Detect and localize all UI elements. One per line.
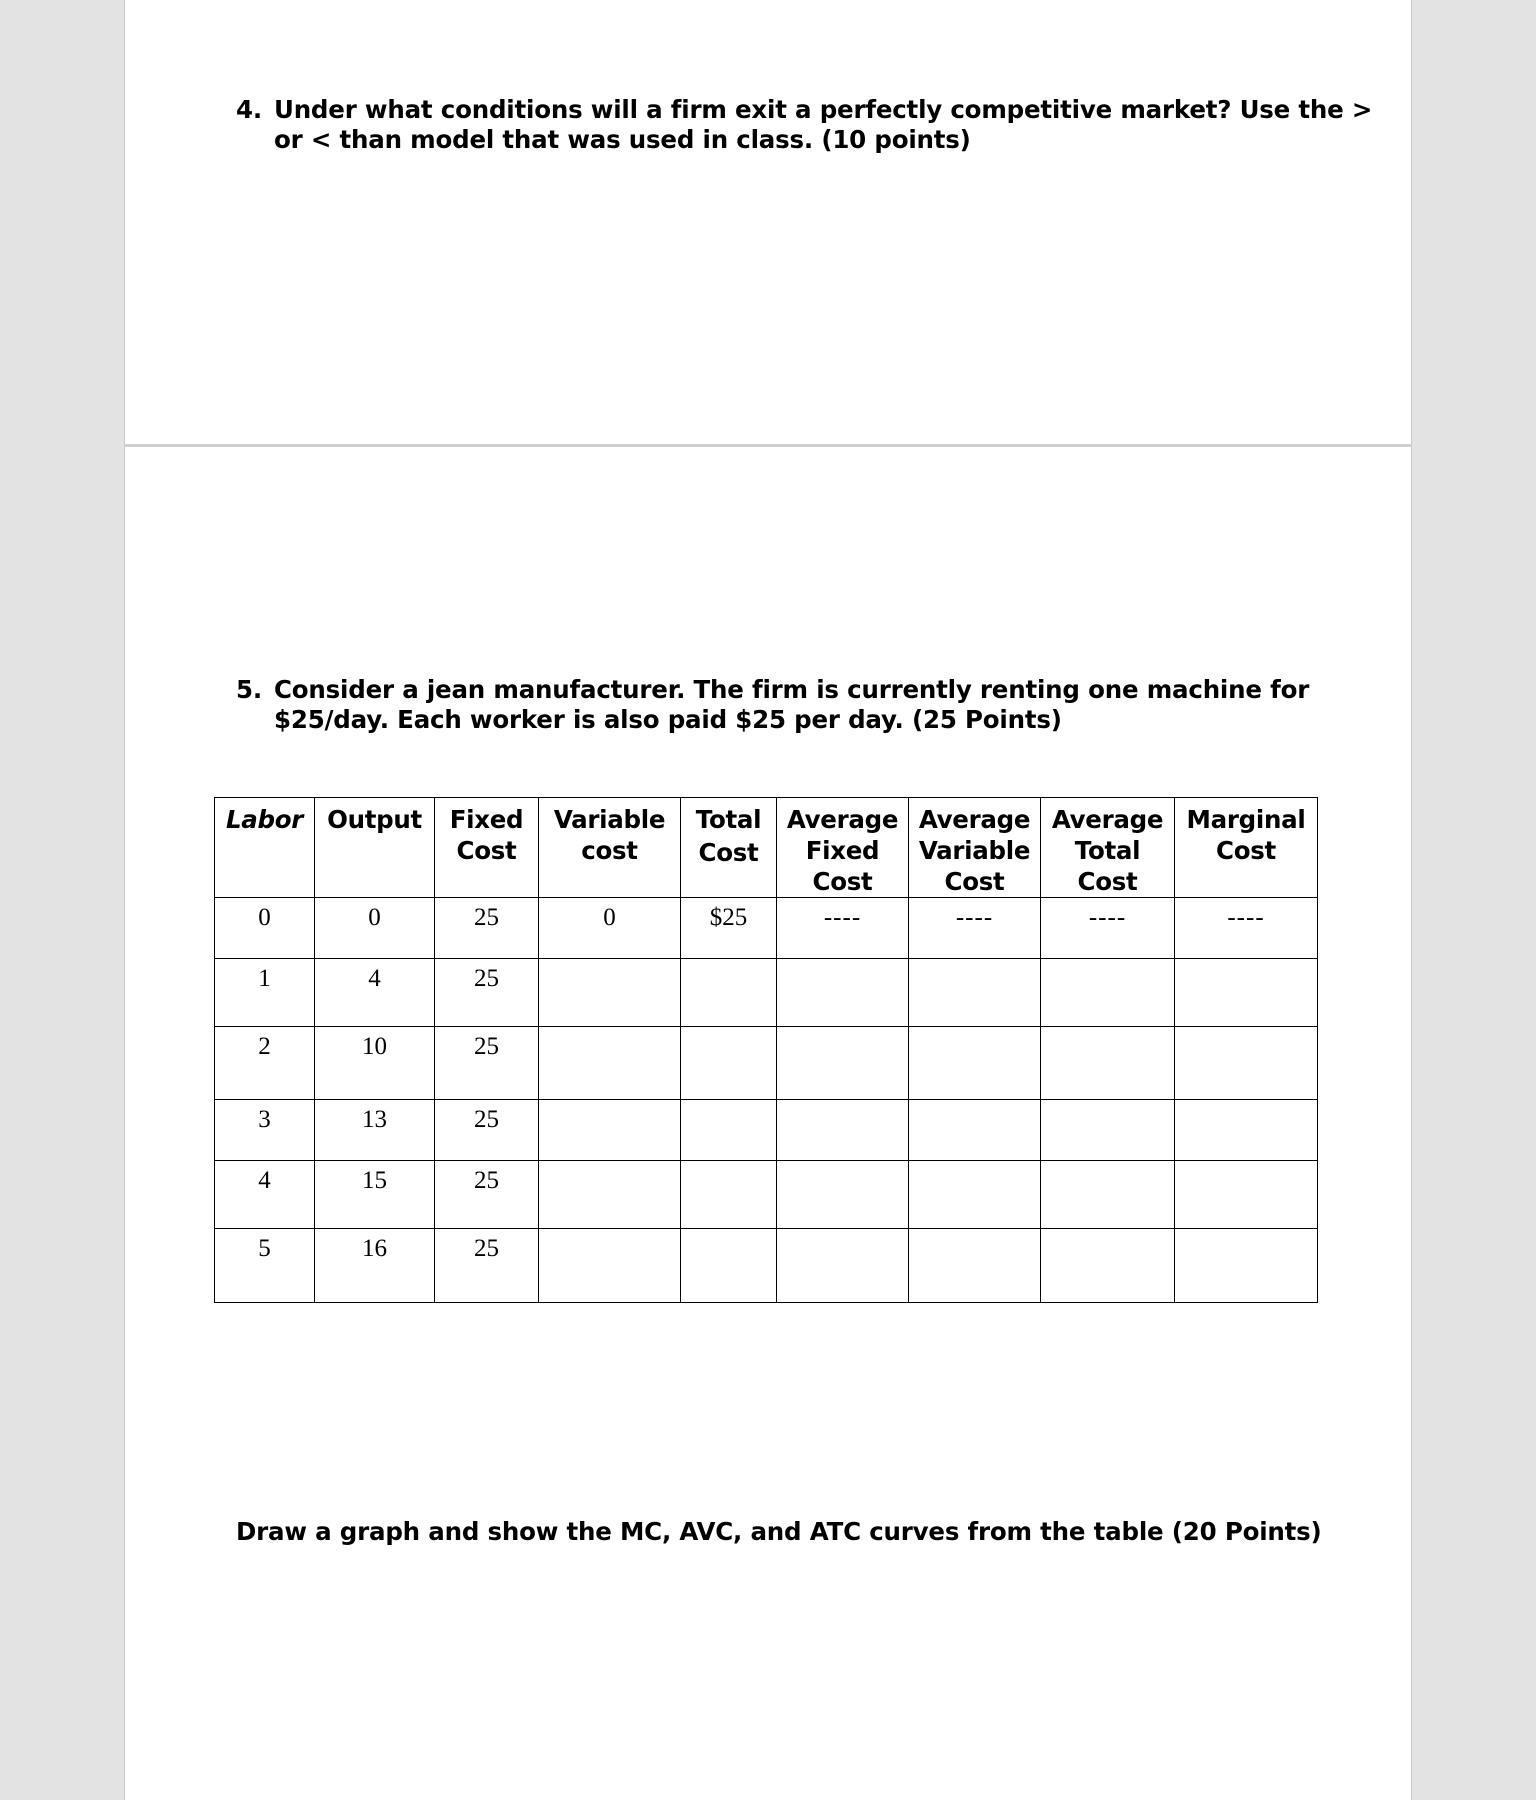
cell-fixed-cost: 25 (435, 898, 539, 959)
header-atc-line3: Cost (1077, 867, 1138, 896)
header-afc-line3: Cost (812, 867, 873, 896)
cell-average-total-cost: ---- (1041, 898, 1175, 959)
cell-average-variable-cost (909, 1229, 1041, 1303)
cost-table (214, 797, 1318, 1303)
header-variable-cost-line2: cost (581, 836, 638, 865)
cell-average-fixed-cost: ---- (777, 898, 909, 959)
cell-average-total-cost (1041, 1027, 1175, 1100)
cell-average-total-cost (1041, 1100, 1175, 1161)
header-average-fixed-cost (777, 798, 909, 898)
header-marginal-cost (1175, 798, 1318, 898)
cell-total-cost (681, 959, 777, 1027)
question-5-line-1: Consider a jean manufacturer. The firm is currently renting one machine for (274, 675, 1310, 704)
cell-marginal-cost (1175, 1100, 1318, 1161)
cell-average-fixed-cost (777, 1229, 909, 1303)
cell-variable-cost (539, 1027, 681, 1100)
header-total-cost (681, 798, 777, 898)
header-atc-line1: Average (1051, 805, 1164, 834)
cell-average-total-cost (1041, 1229, 1175, 1303)
table-row (215, 1161, 1318, 1229)
cell-output: 16 (315, 1229, 435, 1303)
header-output (315, 798, 435, 898)
header-labor (215, 798, 315, 898)
header-fixed-cost-line2: Cost (456, 836, 517, 865)
table-row (215, 898, 1318, 959)
header-fixed-cost-line1: Fixed (449, 805, 524, 834)
cell-labor: 1 (215, 959, 315, 1027)
cell-output: 0 (315, 898, 435, 959)
header-avc-line2: Variable (918, 836, 1031, 865)
cell-total-cost (681, 1027, 777, 1100)
question-4-line-1: Under what conditions will a firm exit a perfectly competitive market? Use the > (274, 95, 1373, 124)
cell-total-cost (681, 1161, 777, 1229)
table-row (215, 1027, 1318, 1100)
cell-fixed-cost: 25 (435, 1100, 539, 1161)
cell-output: 10 (315, 1027, 435, 1100)
cell-average-total-cost (1041, 959, 1175, 1027)
cell-fixed-cost: 25 (435, 959, 539, 1027)
cell-average-variable-cost (909, 1161, 1041, 1229)
cell-output: 15 (315, 1161, 435, 1229)
header-mc-line2: Cost (1216, 836, 1276, 865)
cell-average-variable-cost (909, 1100, 1041, 1161)
cell-labor: 5 (215, 1229, 315, 1303)
table-row (215, 959, 1318, 1027)
header-total-cost-line2: Cost (698, 838, 759, 867)
header-variable-cost-line1: Variable (553, 805, 666, 834)
cell-variable-cost (539, 1229, 681, 1303)
cell-marginal-cost: ---- (1175, 898, 1318, 959)
cell-average-fixed-cost (777, 1161, 909, 1229)
cell-total-cost (681, 1100, 777, 1161)
document-page-1 (124, 0, 1412, 444)
cell-labor: 2 (215, 1027, 315, 1100)
header-labor-label: Labor (225, 805, 304, 834)
cell-average-variable-cost: ---- (909, 898, 1041, 959)
cell-fixed-cost: 25 (435, 1161, 539, 1229)
header-total-cost-line1: Total (695, 805, 762, 834)
header-atc-line2: Total (1074, 836, 1141, 865)
header-average-variable-cost (909, 798, 1041, 898)
table-header-row (215, 798, 1318, 898)
cell-variable-cost (539, 959, 681, 1027)
cell-average-fixed-cost (777, 1100, 909, 1161)
header-afc-line1: Average (786, 805, 899, 834)
question-4-number: 4. (236, 95, 262, 124)
header-afc-line2: Fixed (805, 836, 880, 865)
cell-output: 4 (315, 959, 435, 1027)
cell-fixed-cost: 25 (435, 1027, 539, 1100)
header-avc-line1: Average (918, 805, 1031, 834)
table-row (215, 1100, 1318, 1161)
cell-marginal-cost (1175, 959, 1318, 1027)
cell-labor: 4 (215, 1161, 315, 1229)
cell-average-total-cost (1041, 1161, 1175, 1229)
cell-fixed-cost: 25 (435, 1229, 539, 1303)
cell-variable-cost (539, 1161, 681, 1229)
cell-marginal-cost (1175, 1229, 1318, 1303)
cell-marginal-cost (1175, 1027, 1318, 1100)
cell-output: 13 (315, 1100, 435, 1161)
cell-average-variable-cost (909, 959, 1041, 1027)
cell-variable-cost: 0 (539, 898, 681, 959)
cell-variable-cost (539, 1100, 681, 1161)
question-4-line-2: or < than model that was used in class. (10 points) (274, 125, 971, 154)
cell-labor: 3 (215, 1100, 315, 1161)
header-variable-cost (539, 798, 681, 898)
question-5-line-2: $25/day. Each worker is also paid $25 per day. (25 Points) (274, 705, 1062, 734)
question-5-number: 5. (236, 675, 262, 704)
graph-instruction: Draw a graph and show the MC, AVC, and ATC curves from the table (20 Points) (236, 1517, 1322, 1546)
cell-average-fixed-cost (777, 959, 909, 1027)
header-fixed-cost (435, 798, 539, 898)
cell-total-cost: $25 (681, 898, 777, 959)
cell-average-fixed-cost (777, 1027, 909, 1100)
header-mc-line1: Marginal (1186, 805, 1306, 834)
cell-marginal-cost (1175, 1161, 1318, 1229)
header-avc-line3: Cost (944, 867, 1005, 896)
table-row (215, 1229, 1318, 1303)
cell-labor: 0 (215, 898, 315, 959)
cell-average-variable-cost (909, 1027, 1041, 1100)
cell-total-cost (681, 1229, 777, 1303)
header-output-label: Output (327, 805, 422, 834)
header-average-total-cost (1041, 798, 1175, 898)
